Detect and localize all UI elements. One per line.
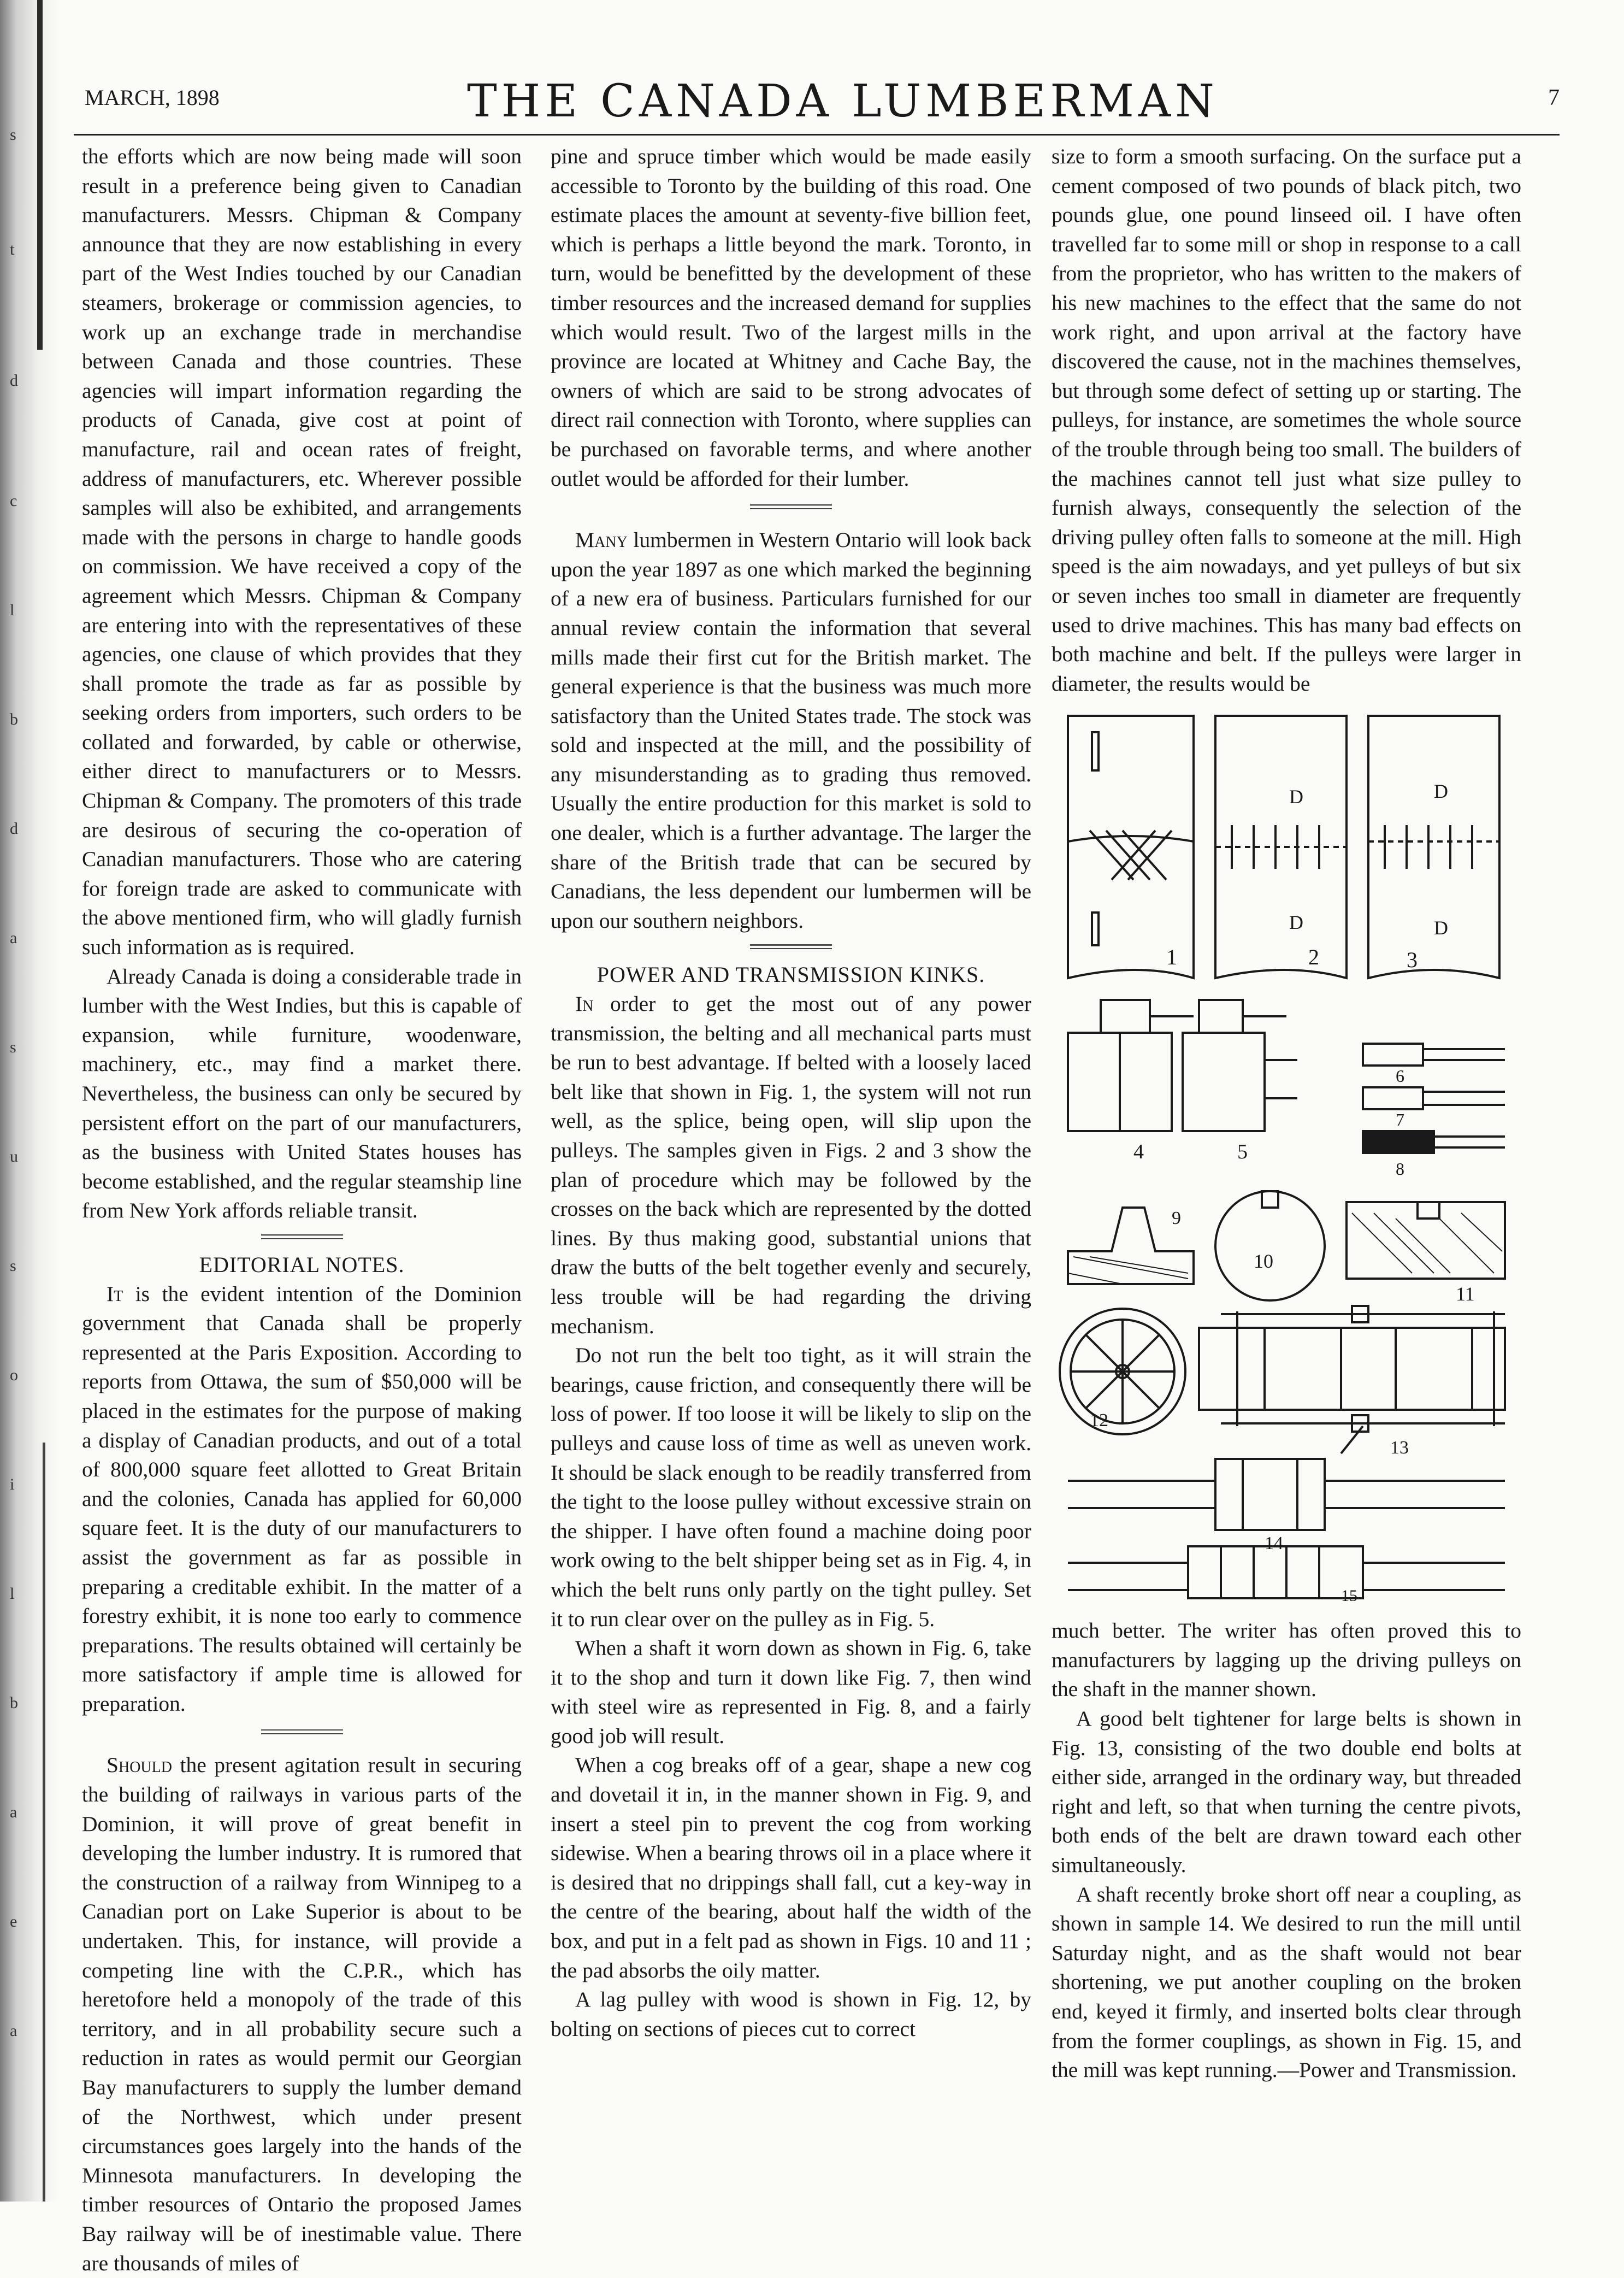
gutter-mark: i (10, 1475, 15, 1493)
fig-label: 8 (1396, 1159, 1404, 1179)
fig-label: 14 (1265, 1533, 1283, 1553)
fig-10-bearing (1215, 1191, 1325, 1300)
paragraph: much better. The writer has often proved this to manufacturers by lagging up the driving pulleys on the shaft in the manner shown. (1052, 1618, 1521, 1702)
gutter-mark: l (10, 1585, 15, 1603)
issue-date: MARCH, 1898 (85, 85, 220, 110)
paragraph: size to form a smooth surfacing. On the surface put a cement composed of two pounds of black pitch, two pounds glue, one pound linseed oil. I have often travelled far to some mill or shop in response to a call from the proprietor, who has written to the makers of his new machines to the effect that the same do not work right, and upon arrival at the factory have discovered the cause, not in the machines themselves, but through some defect of setting up or starting. The pulleys, for instance, are sometimes the whole source of the trouble through being too small. The builders of the machines cannot tell just what size pulley to furnish always, consequently the selection of the driving pulley often falls to someone at the mill. High speed is the aim nowadays, and yet pulleys of but six or seven inches too small in diameter are frequently used to drive machines. This has many bad effects on both machine and belt. If the pulleys were larger in diameter, the results would be (1052, 144, 1521, 696)
fig-label: 7 (1396, 1110, 1404, 1129)
lead-word: Many (575, 528, 628, 552)
paragraph: When a shaft it worn down as shown in Fig. 6, take it to the shop and turn it down like Fig. 7, then wind with steel wire as represented in Fig. 8, and a fairly good job will result. (551, 1636, 1031, 1748)
fig-label: 9 (1172, 1208, 1181, 1228)
gutter-mark: l (10, 601, 15, 619)
fig-4-shipper (1068, 1000, 1194, 1163)
fig-label: 3 (1407, 947, 1418, 972)
fig-label: 6 (1396, 1066, 1404, 1086)
paragraph-text: the present agitation result in securing the building of railways in various parts of the Dominion, it will prove of great benefit in developing the lumber industry. It is rumored that the construction of a railway from Winnipeg to a Canadian port on Lake Superior is about to be undertaken. This, for instance, will provide a competing line with the C.P.R., which has heretofore held a monopoly of the trade of this territory, and in all probability secure such a reduction in rates as would permit our Georgian Bay manufacturers to supply the lumber demand of the Northwest, which under present circumstances goes largely into the hands of the Minnesota manufacturers. In developing the timber resources of Ontario the proposed James Bay railway will be of inestimable value. There are thousands of miles of (82, 1753, 522, 2275)
section-divider (750, 504, 832, 509)
gutter-mark: e (10, 1912, 17, 1930)
page-number: 7 (1548, 85, 1560, 110)
paragraph: pine and spruce timber which would be made easily accessible to Toronto by the building of this road. One estimate places the amount at seventy-five billion feet, which is perhaps a little beyond the mark. Toronto, in turn, would be benefitted by the development of these timber resources and the increased demand for supplies which would result. Two of the largest mills in the province are located at Whitney and Cache Bay, the owners of which are said to be strong advocates of direct rail connection with Toronto, where supplies can be purchased on favorable terms, and where another outlet would be afforded for their lumber. (551, 144, 1031, 491)
fig-label: 10 (1254, 1250, 1273, 1272)
fig-label: 11 (1456, 1283, 1475, 1305)
fig-letter: D (1289, 911, 1303, 933)
paragraph (82, 1751, 522, 2278)
fig-1-laced-belt (1068, 716, 1194, 978)
gutter-mark: s (10, 1257, 16, 1275)
gutter-mark: u (10, 1147, 18, 1166)
fig-letter: D (1434, 780, 1448, 802)
section-divider (750, 944, 832, 949)
gutter-mark: a (10, 2022, 17, 2040)
lead-word: It (107, 1281, 123, 1306)
fig-15-repaired-coupling (1068, 1546, 1505, 1601)
section-divider (261, 1234, 343, 1239)
fig-label: 13 (1390, 1438, 1409, 1458)
fig-2-laced-belt (1215, 716, 1347, 978)
column-1 (82, 142, 522, 2278)
gutter-mark: b (10, 1694, 18, 1712)
page-header (74, 75, 1560, 142)
paragraph (82, 1280, 522, 1719)
fig-label: 5 (1237, 1140, 1248, 1163)
section-divider (261, 1729, 343, 1734)
gutter-mark: a (10, 929, 17, 947)
paragraph: A shaft recently broke short off near a coupling, as shown in sample 14. We desired to run the mill until Saturday night, and as the shaft would not bear shortening, we put another coupling on the broken end, keyed it firmly, and inserted bolts clear through from the former couplings, as shown in Fig. 15, and the mill was kept running.—Power and Transmission. (1052, 1882, 1521, 2082)
gutter-mark: d (10, 820, 18, 838)
publication-title: THE CANADA LUMBERMAN (467, 75, 1219, 127)
paragraph-text: order to get the most out of any power transmission, the belting and all mechanical parts must be run to best advantage. If belted with a loosely laced belt like that shown in Fig. 1, the system will not run well, as the splice, being open, will slip upon the pulleys. The samples given in Figs. 2 and 3 show the plan of procedure which may be followed by the crosses on the back which are represented by the dotted lines. By thus making good, substantial unions that draw the butts of the belt together evenly and securely, less trouble will be had regarding the driving mechanism. (551, 992, 1031, 1338)
section-heading: POWER AND TRANSMISSION KINKS. (597, 962, 985, 987)
fig-13-belt-tightener (1199, 1306, 1505, 1458)
paragraph (551, 990, 1031, 1341)
gutter-mark: t (10, 240, 15, 258)
paragraph (551, 526, 1031, 935)
gutter-mark: s (10, 1038, 16, 1056)
lead-word: In (575, 992, 594, 1016)
binding-edge-lower (43, 1443, 45, 2202)
gutter-mark: o (10, 1366, 18, 1384)
paragraph: A lag pulley with wood is shown in Fig. 12, by bolting on sections of pieces cut to correct (551, 1987, 1031, 2041)
page-gutter (0, 0, 66, 2202)
paragraph: the efforts which are now being made will soon result in a preference being given to Canadian manufacturers. Messrs. Chipman & Company announce that they are now establishing in every part of the West Indies touched by our Canadian steamers, brokerage or commission agencies, to work up an exchange trade in merchandise between Canada and those countries. These agencies will impart information regarding the products of Canada, give cost at point of manufacture, rail and ocean rates of freight, address of manufacturers, etc. Wherever possible samples will also be exhibited, and arrangements made with the persons in charge to handle goods on commission. We have received a copy of the agreement which Messrs. Chipman & Company are entering into with the representatives of these agencies, one clause of which provides that they shall promote the trade as far as possible by seeking orders from importers, such orders to be collated and forwarded, by cable or otherwise, either direct to manufacturers or to Messrs. Chipman & Company. The promoters of this trade are desirous of securing the co-operation of Canadian manufacturers. Those who are catering for foreign trade are asked to communicate with the above mentioned firm, who will gladly furnish such information as is required. (82, 144, 522, 960)
fig-label: 12 (1090, 1410, 1108, 1431)
fig-letter: D (1434, 917, 1448, 939)
fig-12-lag-pulley (1060, 1309, 1185, 1434)
paragraph: Do not run the belt too tight, as it will strain the bearings, cause friction, and consequently there will be loss of power. If too loose it will be likely to slip on the pulleys and cause loss of time as well as uneven work. It should be slack enough to be readily transferred from the tight to the loose pulley without excessive strain on the shipper. I have often found a machine doing poor work owing to the belt shipper being set as in Fig. 4, in which the belt runs only partly on the tight pulley. Set it to run clear over on the pulley as in Fig. 5. (551, 1343, 1031, 1631)
gutter-mark: a (10, 1803, 17, 1821)
fig-label: 4 (1133, 1140, 1144, 1163)
fig-label: 2 (1308, 945, 1319, 969)
fig-3-laced-belt (1368, 716, 1499, 978)
gutter-mark: c (10, 492, 17, 510)
column-2 (551, 142, 1031, 2044)
section-heading: EDITORIAL NOTES. (199, 1252, 405, 1277)
fig-letter: D (1289, 786, 1303, 808)
fig-label: 15 (1341, 1587, 1357, 1601)
paragraph-text: lumbermen in Western Ontario will look back upon the year 1897 as one which marked the beginning of a new era of business. Particulars furnished for our annual review contain the information that several mills made their first cut for the British market. The general experience is that the business was much more satisfactory than the United States trade. The stock was sold and inspected at the mill, and the possibility of any misunderstanding as to grading thus removed. Usually the entire production for this market is sold to one dealer, which is a further advantage. The larger the share of the British trade that can be secured by Canadians, the less dependent our lumbermen will be upon our southern neighbors. (551, 528, 1031, 933)
header-rule (74, 134, 1560, 136)
belting-illustration (1057, 705, 1516, 1601)
fig-11-bearing (1347, 1202, 1505, 1305)
fig-9-cog (1068, 1208, 1194, 1284)
binding-edge (37, 0, 43, 350)
paragraph-text: is the evident intention of the Dominion government that Canada shall be properly represented at the Paris Exposition. According to reports from Ottawa, the sum of $50,000 will be placed in the estimates for the purpose of making a display of Canadian products, and out of a total of 800,000 square feet allotted to Great Britain and the colonies, Canada has applied for 60,000 square feet. It is the duty of our manufacturers to assist the government as far as possible in preparing a creditable exhibit. In the matter of a forestry exhibit, it is none too early to commence preparations. The results obtained will certainly be more satisfactory if ample time is allowed for preparation. (82, 1281, 522, 1716)
paragraph: Already Canada is doing a considerable trade in lumber with the West Indies, but this is capable of expansion, while furniture, woodenware, machinery, etc., may find a market there. Nevertheless, the business can only be secured by persistent effort on the part of our manufacturers, as the business with United States houses has become established, and the regular steamship line from New York affords reliable transit. (82, 964, 522, 1223)
gutter-mark: s (10, 126, 16, 144)
fig-label: 1 (1166, 945, 1177, 969)
paragraph: When a cog breaks off of a gear, shape a new cog and dovetail it in, in the manner shown in Fig. 9, and insert a steel pin to prevent the cog from working sidewise. When a bearing throws oil in a place where it is desired that no drippings shall fall, cut a key-way in the centre of the bearing, about half the width of the box, and put in a felt pad as shown in Figs. 10 and 11 ; the pad absorbs the oily matter. (551, 1753, 1031, 1982)
paragraph: A good belt tightener for large belts is shown in Fig. 13, consisting of the two double end bolts at either side, arranged in the ordinary way, but threaded right and left, so that when turning the centre pivots, both ends of the belt are drawn toward each other simultaneously. (1052, 1706, 1521, 1877)
gutter-mark: b (10, 710, 18, 728)
gutter-mark: d (10, 372, 18, 390)
fig-5-shipper (1183, 1000, 1297, 1163)
belting-figures (1057, 705, 1516, 1601)
fig-6-7-8-shafts (1363, 1044, 1505, 1179)
fig-14-broken-coupling (1068, 1426, 1505, 1553)
lead-word: Should (107, 1753, 172, 1777)
